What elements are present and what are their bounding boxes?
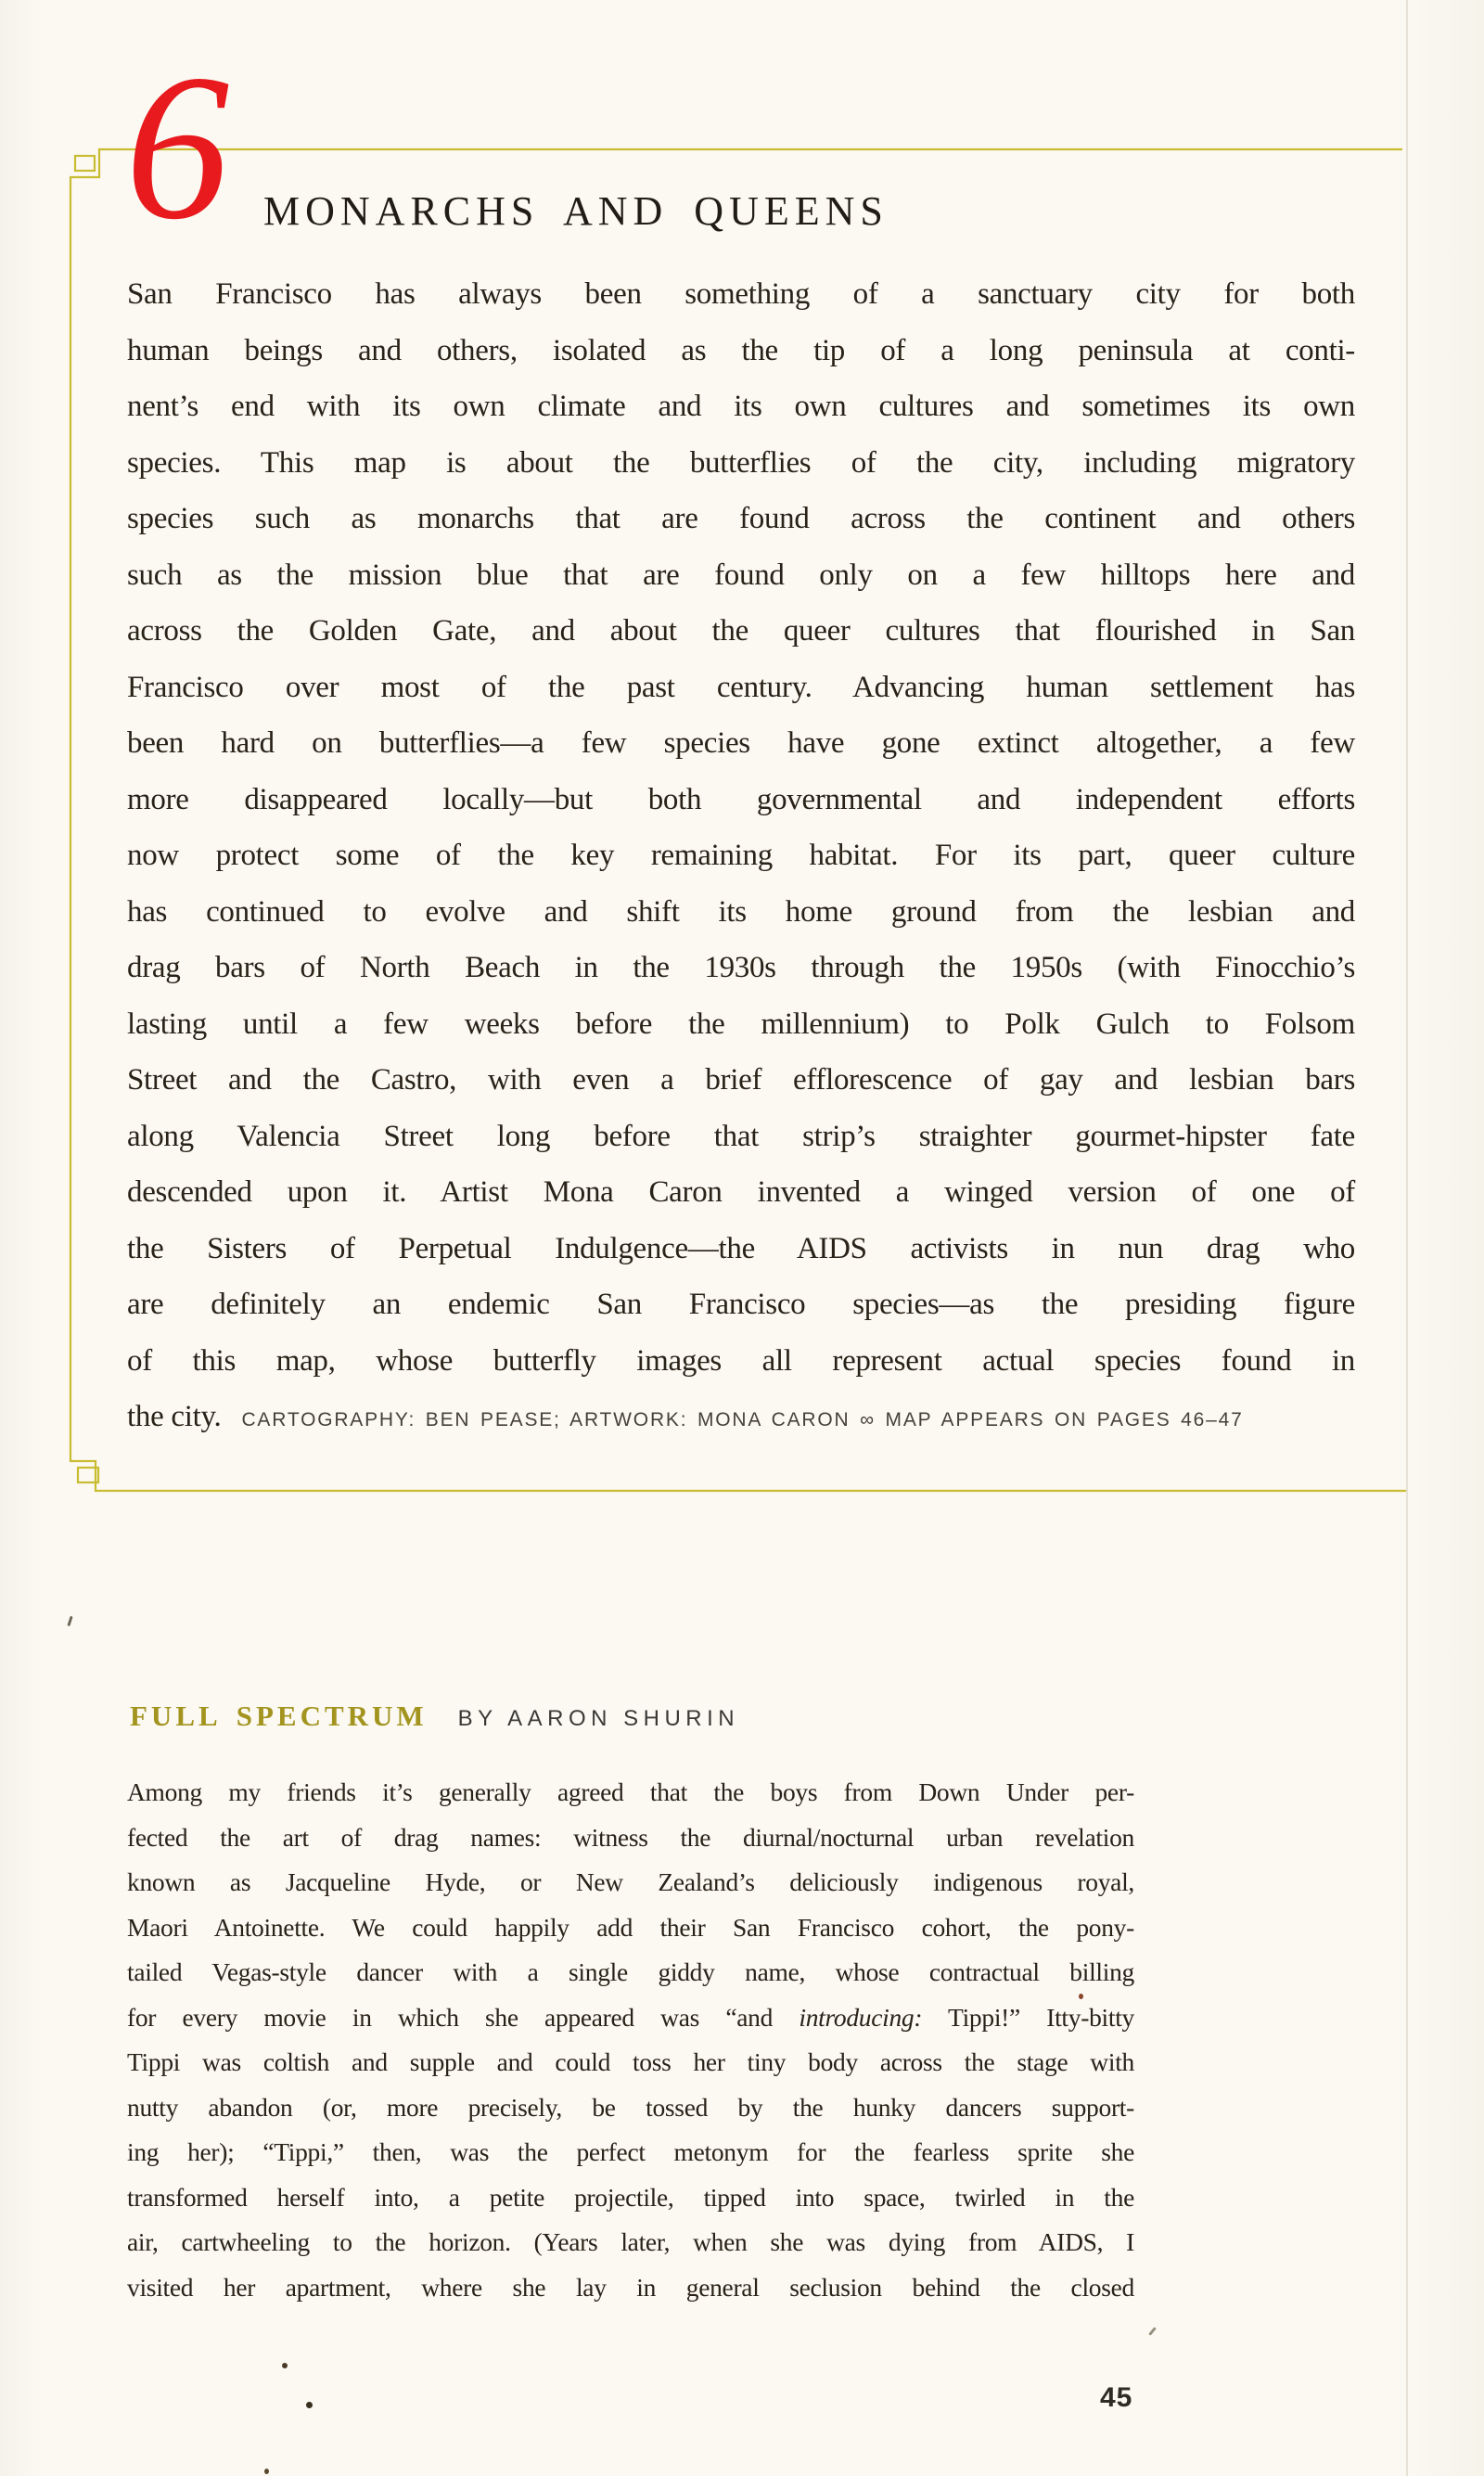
text-line: human beings and others, isolated as the tip of a long peninsula at conti- — [127, 333, 1355, 367]
essay-paragraph — [127, 1770, 1134, 2310]
scan-speck — [282, 2363, 288, 2368]
text-line: air, cartwheeling to the horizon. (Years later, when she was dying from AIDS, I — [127, 2227, 1134, 2256]
text-line: been hard on butterflies—a few species have gone extinct altogether, a few — [127, 726, 1355, 760]
text-line: Maori Antoinette. We could happily add their San Francisco cohort, the pony- — [127, 1912, 1134, 1942]
scan-speck — [1079, 1994, 1083, 1999]
text-line: the Sisters of Perpetual Indulgence—the AIDS activists in nun drag who — [127, 1231, 1355, 1265]
text-line: more disappeared locally—but both governmental and independent efforts — [127, 782, 1355, 816]
text-line: known as Jacqueline Hyde, or New Zealand’s deliciously indigenous royal, — [127, 1867, 1134, 1896]
text-line: are definitely an endemic San Francisco species—as the presiding figure — [127, 1288, 1355, 1321]
text-line: nutty abandon (or, more precisely, be tossed by the hunky dancers support- — [127, 2092, 1134, 2122]
chapter-number: 6 — [125, 31, 230, 263]
text-line: Among my friends it’s generally agreed that the boys from Down Under per- — [127, 1777, 1134, 1806]
intro-paragraph — [127, 266, 1355, 1449]
text-line: species. This map is about the butterflies of the city, including migratory — [127, 445, 1355, 480]
text-line: Francisco over most of the past century. Advancing human settlement has — [127, 670, 1355, 704]
text-line: descended upon it. Artist Mona Caron invented a winged version of one of — [127, 1175, 1355, 1209]
text-line: transformed herself into, a petite projectile, tipped into space, twirled in the — [127, 2182, 1134, 2212]
border-corner-square-top — [75, 156, 95, 171]
text-line: lasting until a few weeks before the millennium) to Polk Gulch to Folsom — [127, 1007, 1355, 1041]
text-line: has continued to evolve and shift its home ground from the lesbian and — [127, 894, 1355, 929]
scan-speck — [264, 2469, 269, 2474]
essay-byline: BY AARON SHURIN — [457, 1706, 740, 1731]
text-line: of this map, whose butterfly images all represent actual species found in — [127, 1343, 1355, 1378]
text-line: now protect some of the key remaining habitat. For its part, queer culture — [127, 839, 1355, 872]
essay-header — [130, 1701, 739, 1730]
text-line: visited her apartment, where she lay in general seclusion behind the closed — [127, 2272, 1134, 2302]
text-line: drag bars of North Beach in the 1930s through the 1950s (with Finocchio’s — [127, 951, 1355, 984]
text-line: ing her); “Tippi,” then, was the perfect metonym for the fearless sprite she — [127, 2137, 1134, 2166]
text-line: across the Golden Gate, and about the queer cultures that flourished in San — [127, 614, 1355, 648]
chapter-title: MONARCHS AND QUEENS — [263, 188, 889, 234]
text-line: San Francisco has always been something of a sanctuary city for both — [127, 277, 1355, 311]
text-line: tailed Vegas-style dancer with a single giddy name, whose contractual billing — [127, 1957, 1134, 1986]
text-line: such as the mission blue that are found only on a few hilltops here and — [127, 558, 1355, 592]
text-line: along Valencia Street long before that strip’s straighter gourmet-hipster fate — [127, 1119, 1355, 1153]
text-line: nent’s end with its own climate and its own cultures and sometimes its own — [127, 390, 1355, 423]
text-line: fected the art of drag names: witness the diurnal/nocturnal urban revelation — [127, 1822, 1134, 1852]
text-line: Tippi was coltish and supple and could toss her tiny body across the stage with — [127, 2047, 1134, 2076]
essay-title: FULL SPECTRUM — [130, 1700, 428, 1732]
scan-speck — [306, 2402, 313, 2408]
text-line: Street and the Castro, with even a brief efflorescence of gay and lesbian bars — [127, 1063, 1355, 1097]
map-credit: CARTOGRAPHY: BEN PEASE; ARTWORK: MONA CARON ∞ MAP APPEARS ON PAGES 46–47 — [241, 1409, 1244, 1430]
text-line: species such as monarchs that are found across the continent and others — [127, 502, 1355, 535]
page-number: 45 — [1100, 2382, 1133, 2413]
text-line: for every movie in which she appeared was “and introducing: Tippi!” Itty-bitty — [127, 2002, 1135, 2032]
text-line: the city. CARTOGRAPHY: BEN PEASE; ARTWORK: MONA CARON ∞ MAP APPEARS ON PAGES 46–47 — [127, 1400, 1244, 1433]
